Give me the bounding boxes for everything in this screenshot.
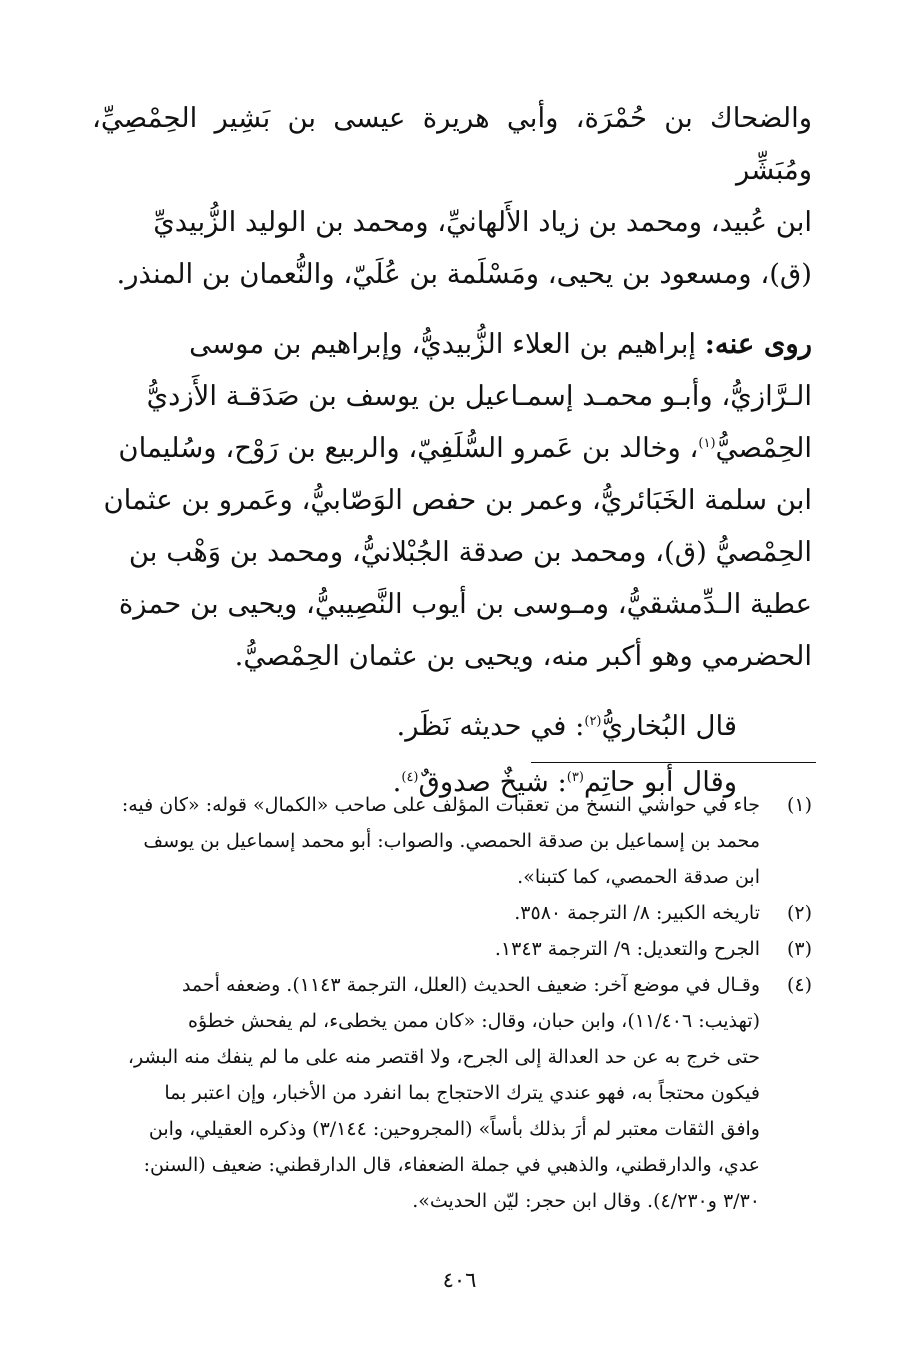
text-line: الـرَّازيُّ، وأبـو محمـد إسمـاعيل بن يوسف بن صَدَقـة الأَزديُّ bbox=[146, 380, 812, 412]
footnote-line: الجرح والتعديل: ٩/ الترجمة ١٣٤٣. bbox=[494, 938, 760, 960]
footnote-line: (تهذيب: ١١/٤٠٦)، وابن حبان، وقال: «كان ممن يخطىء، لم يفحش خطؤه bbox=[188, 1010, 760, 1032]
footnote-line: ٣/٣٠ و٤/٢٣٠). وقال ابن حجر: ليّن الحديث». bbox=[412, 1190, 760, 1212]
section-lead: روى عنه: bbox=[704, 328, 812, 360]
text-line: (ق)، ومسعود بن يحيى، ومَسْلَمة بن عُلَيّ، والنُّعمان بن المنذر. bbox=[116, 258, 812, 290]
footnote-ref: (١) bbox=[698, 435, 716, 451]
footnote-text bbox=[92, 895, 760, 931]
footnote-line: محمد بن إسماعيل بن صدقة الحمصي. والصواب: أبو محمد إسماعيل بن يوسف bbox=[143, 830, 760, 852]
footnote-number: (٢) bbox=[786, 902, 812, 924]
footnote-text bbox=[92, 787, 760, 895]
main-text bbox=[92, 92, 812, 812]
footnote-separator bbox=[531, 762, 816, 763]
text-line: ابن سلمة الخَبَائريُّ، وعمر بن حفص الوَصّابيُّ، وعَمرو بن عثمان bbox=[103, 484, 812, 516]
footnote-2 bbox=[92, 895, 812, 931]
text-line: والضحاك بن حُمْرَة، وأبي هريرة عيسى بن بَشِير الحِمْصِيِّ، ومُبَشِّر bbox=[92, 102, 812, 186]
paragraph-narrators-to bbox=[92, 318, 812, 682]
text-line: الحِمْصيُّ bbox=[715, 432, 812, 464]
text-span: قال البُخاريُّ bbox=[601, 710, 737, 742]
footnote-4 bbox=[92, 967, 812, 1219]
footnote-line: عدي، والدارقطني، والذهبي في جملة الضعفاء، قال الدارقطني: ضعيف (السنن: bbox=[143, 1154, 760, 1176]
footnote-text bbox=[92, 967, 760, 1219]
footnote-number: (٤) bbox=[786, 974, 812, 996]
paragraph-bukhari bbox=[92, 700, 812, 752]
text-line: عطية الـدِّمشقيُّ، ومـوسى بن أيوب النَّصِيبيُّ، ويحيى بن حمزة bbox=[118, 588, 812, 620]
footnote-line: جاء في حواشي النسخ من تعقبات المؤلف على صاحب «الكمال» قوله: «كان فيه: bbox=[121, 794, 760, 816]
paragraph-narrators-from bbox=[92, 92, 812, 300]
footnote-line: وقـال في موضع آخر: ضعيف الحديث (العلل، الترجمة ١١٤٣). وضعفه أحمد bbox=[181, 974, 760, 996]
footnote-number: (٣) bbox=[786, 938, 812, 960]
footnote-line: ابن صدقة الحمصي، كما كتبنا». bbox=[517, 866, 760, 888]
text-line: الحِمْصيُّ (ق)، ومحمد بن صدقة الجُبْلانيُّ، ومحمد بن وَهْب بن bbox=[128, 536, 812, 568]
footnote-line: تاريخه الكبير: ٨/ الترجمة ٣٥٨٠. bbox=[514, 902, 760, 924]
text-line: إبراهيم بن العلاء الزُّبيديُّ، وإبراهيم بن موسى bbox=[189, 328, 705, 360]
footnote-line: فيكون محتجاً به، فهو عندي يترك الاحتجاج بما انفرد من الأخبار، وإن اعتبر بما bbox=[164, 1082, 760, 1104]
footnote-ref: (٤) bbox=[401, 769, 419, 785]
footnote-3 bbox=[92, 931, 812, 967]
text-span: : شيخٌ صدوقٌ bbox=[418, 766, 567, 798]
text-span: : في حديثه نَظَر. bbox=[396, 710, 585, 742]
footnotes bbox=[92, 787, 812, 1219]
page-number: ٤٠٦ bbox=[442, 1268, 477, 1292]
footnote-line: وافق الثقات معتبر لم أرَ بذلك بأساً» (المجروحين: ٣/١٤٤) وذكره العقيلي، وابن bbox=[148, 1118, 760, 1140]
footnote-ref: (٣) bbox=[566, 769, 584, 785]
footnote-text bbox=[92, 931, 760, 967]
text-line: الحضرمي وهو أكبر منه، ويحيى بن عثمان الحِمْصيُّ. bbox=[234, 640, 812, 672]
text-span: . bbox=[392, 766, 402, 798]
footnote-ref: (٢) bbox=[584, 713, 602, 729]
text-span: وقال أبو حاتِم bbox=[583, 766, 737, 798]
text-line: ابن عُبيد، ومحمد بن زياد الأَلهانيِّ، ومحمد بن الوليد الزُّبيديِّ bbox=[153, 206, 812, 238]
text-line: ، وخالد بن عَمرو السُّلَفِيّ، والربيع بن رَوْح، وسُليمان bbox=[118, 432, 699, 464]
footnote-1 bbox=[92, 787, 812, 895]
footnote-line: حتى خرج به عن حد العدالة إلى الجرح، ولا اقتصر منه على ما لم ينفك منه البشر، bbox=[127, 1046, 760, 1068]
footnote-number: (١) bbox=[786, 794, 812, 816]
